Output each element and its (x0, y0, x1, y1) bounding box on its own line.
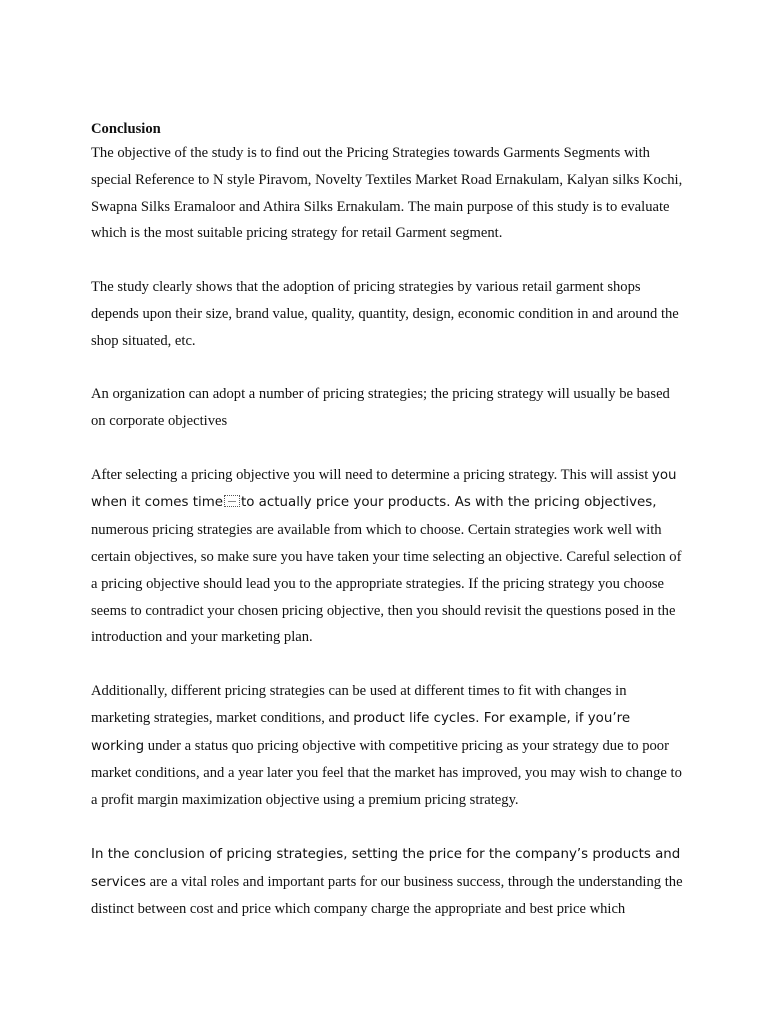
paragraph-text: Additionally, different pricing strategies can be used at different times to fit with changes in marketing strategies, market conditions, and (91, 682, 627, 726)
paragraph-objective: The objective of the study is to find out the Pricing Strategies towards Garments Segments with special Reference to N style Piravom, Novelty Textiles Market Road Ernakulam, Kalyan silks Kochi, Swapna Silks Eramaloor and Athira Silks Ernakulam. The main purpose of this study is to evaluate which is the most suitable pricing strategy for retail Garment segment. (91, 145, 683, 242)
separator-glyph-icon (224, 495, 240, 507)
paragraph-text: numerous pricing strategies are available from which to choose. Certain strategies work well with certain objectives, so make sure you have taken your time selecting an objective. Careful selection of a pricing objective should lead you to the appropriate strategies. If the pricing strategy you choose seems to contradict your chosen pricing objective, then you should revisit the questions posed in the introduction and your marketing plan. (91, 522, 682, 646)
paragraph-text-sans: to actually price your products. As with the pricing objectives, (240, 495, 657, 511)
paragraph-text-sans: In the conclusion of pricing strategies, setting the price for the company’s products and services (91, 846, 681, 890)
paragraph-additionally (91, 678, 683, 814)
paragraph-text: After selecting a pricing objective you will need to determine a pricing strategy. This will assist (91, 466, 652, 483)
paragraph-text-sans: product life cycles. For example, if you’re working (91, 710, 631, 754)
paragraph-selecting-objective (91, 462, 683, 652)
paragraph-conclusion-pricing (91, 841, 683, 923)
document-body (91, 118, 683, 950)
section-heading: Conclusion (91, 121, 161, 137)
paragraph-adoption: The study clearly shows that the adoption of pricing strategies by various retail garment shops depends upon their size, brand value, quality, quantity, design, economic condition in and around the shop situated, etc. (91, 278, 679, 349)
paragraph-text-sans: you when it comes time (91, 467, 677, 511)
paragraph-organization: An organization can adopt a number of pricing strategies; the pricing strategy will usually be based on corporate objectives (91, 386, 670, 429)
paragraph-text: are a vital roles and important parts for our business success, through the understanding the distinct between cost and price which company charge the appropriate and best price which (91, 873, 683, 918)
paragraph-text: under a status quo pricing objective with competitive pricing as your strategy due to poor market conditions, and a year later you feel that the market has improved, you may wish to change to a profit margin maximization objective using a premium pricing strategy. (91, 737, 682, 809)
